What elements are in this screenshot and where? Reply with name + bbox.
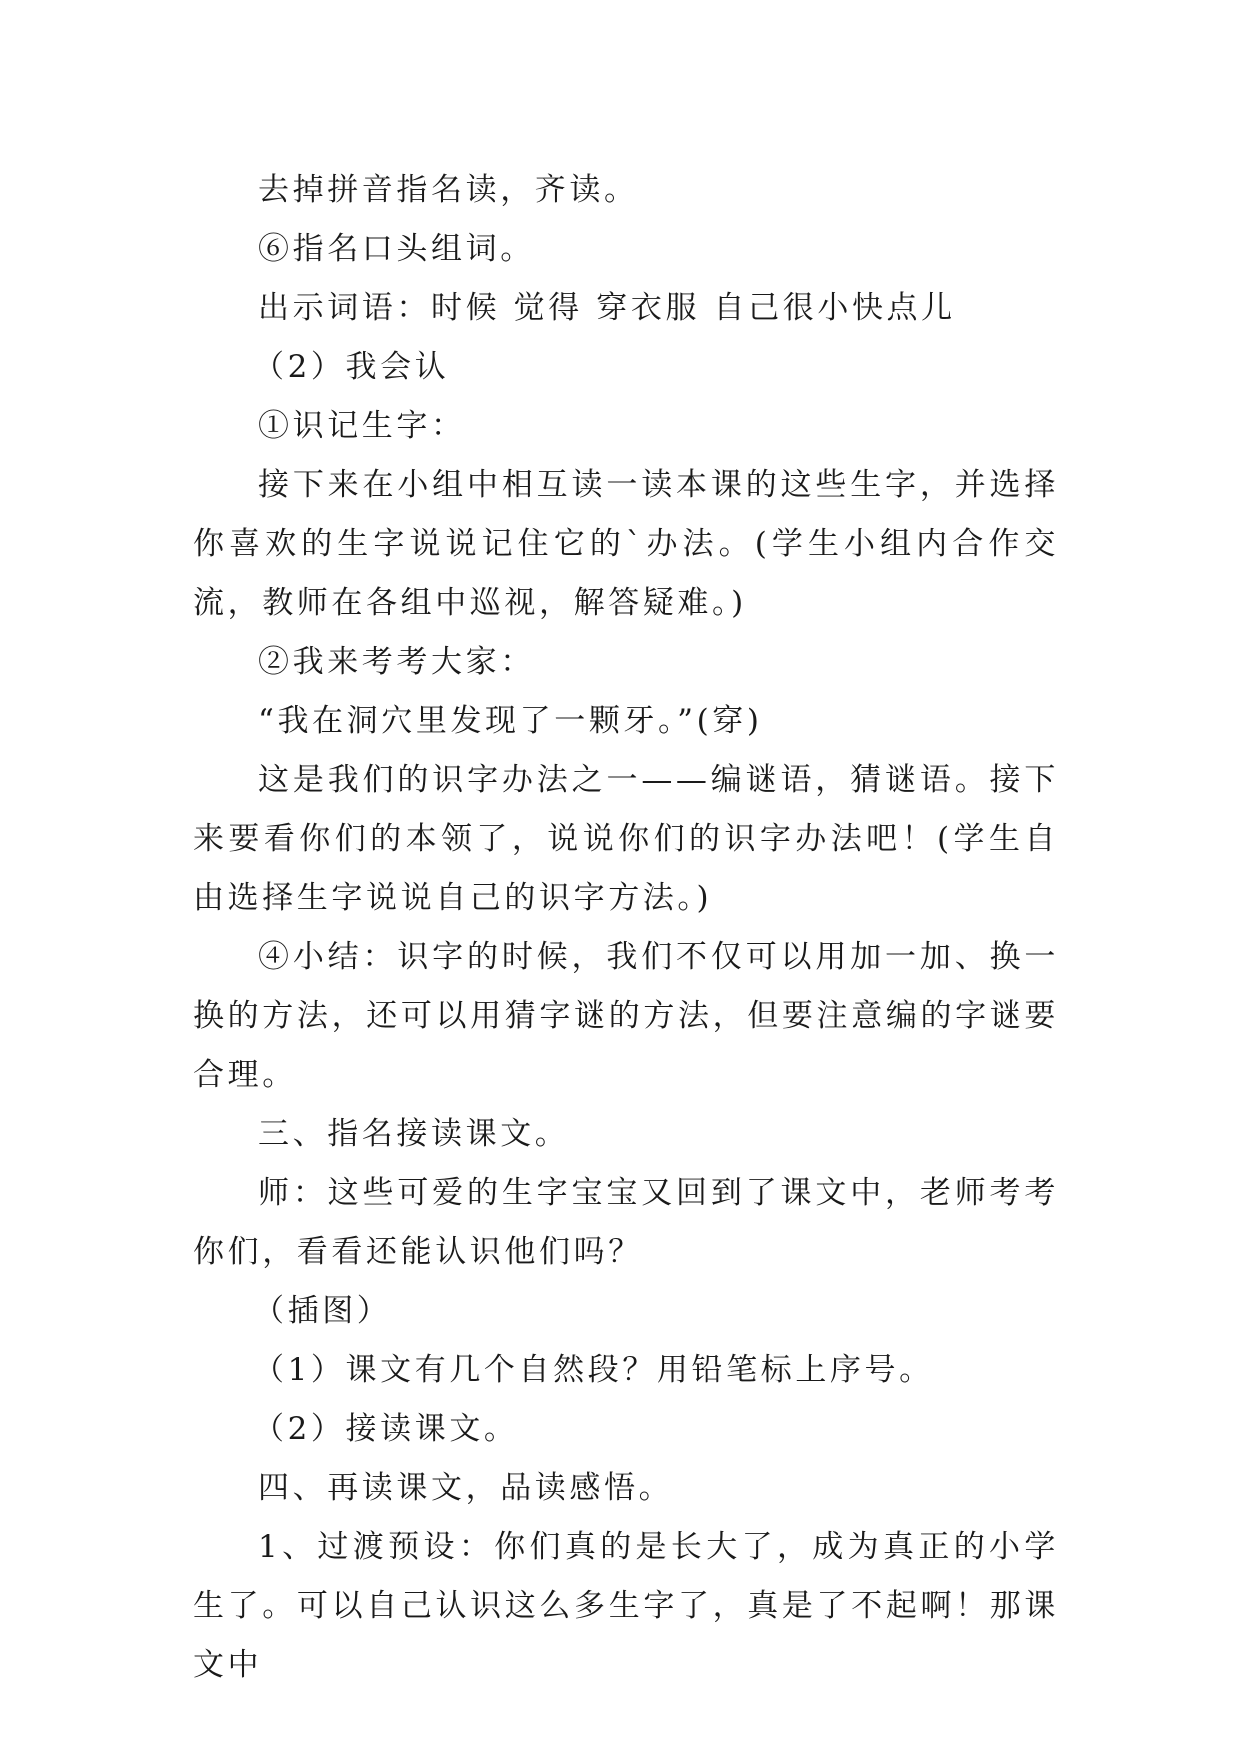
paragraph-7: ②我来考考大家： <box>258 644 535 680</box>
paragraph-17: 1、过渡预设：你们真的是长大了，成为真正的小学生了。可以自己认识这么多生字了，真是了不起啊！那课文中 <box>193 1529 1059 1683</box>
paragraph-6: 接下来在小组中相互读一读本课的这些生字，并选择你喜欢的生字说说记住它的`办法。(学生小组内合作交流，教师在各组中巡视，解答疑难。) <box>193 467 1059 621</box>
paragraph-8: “我在洞穴里发现了一颗牙。”(穿) <box>258 703 763 739</box>
paragraph-1: 去掉拼音指名读，齐读。 <box>258 172 639 208</box>
paragraph-13: （插图） <box>253 1293 392 1329</box>
paragraph-15: （2）接读课文。 <box>253 1411 519 1447</box>
paragraph-11: 三、指名接读课文。 <box>258 1116 570 1152</box>
paragraph-16: 四、再读课文，品读感悟。 <box>258 1470 674 1506</box>
paragraph-3: 出示词语：时候 觉得 穿衣服 自己很小快点儿 <box>258 290 956 326</box>
paragraph-4: （2）我会认 <box>253 349 450 385</box>
paragraph-12: 师：这些可爱的生字宝宝又回到了课文中，老师考考你们，看看还能认识他们吗？ <box>193 1175 1059 1270</box>
paragraph-10: ④小结：识字的时候，我们不仅可以用加一加、换一换的方法，还可以用猜字谜的方法，但要注意编的字谜要合理。 <box>193 939 1059 1093</box>
paragraph-2: ⑥指名口头组词。 <box>258 231 535 267</box>
document-body <box>193 161 1059 1695</box>
paragraph-5: ①识记生字： <box>258 408 466 444</box>
paragraph-14: （1）课文有几个自然段？用铅笔标上序号。 <box>253 1352 934 1388</box>
paragraph-9: 这是我们的识字办法之一——编谜语，猜谜语。接下来要看你们的本领了，说说你们的识字办法吧！(学生自由选择生字说说自己的识字方法。) <box>193 762 1059 916</box>
